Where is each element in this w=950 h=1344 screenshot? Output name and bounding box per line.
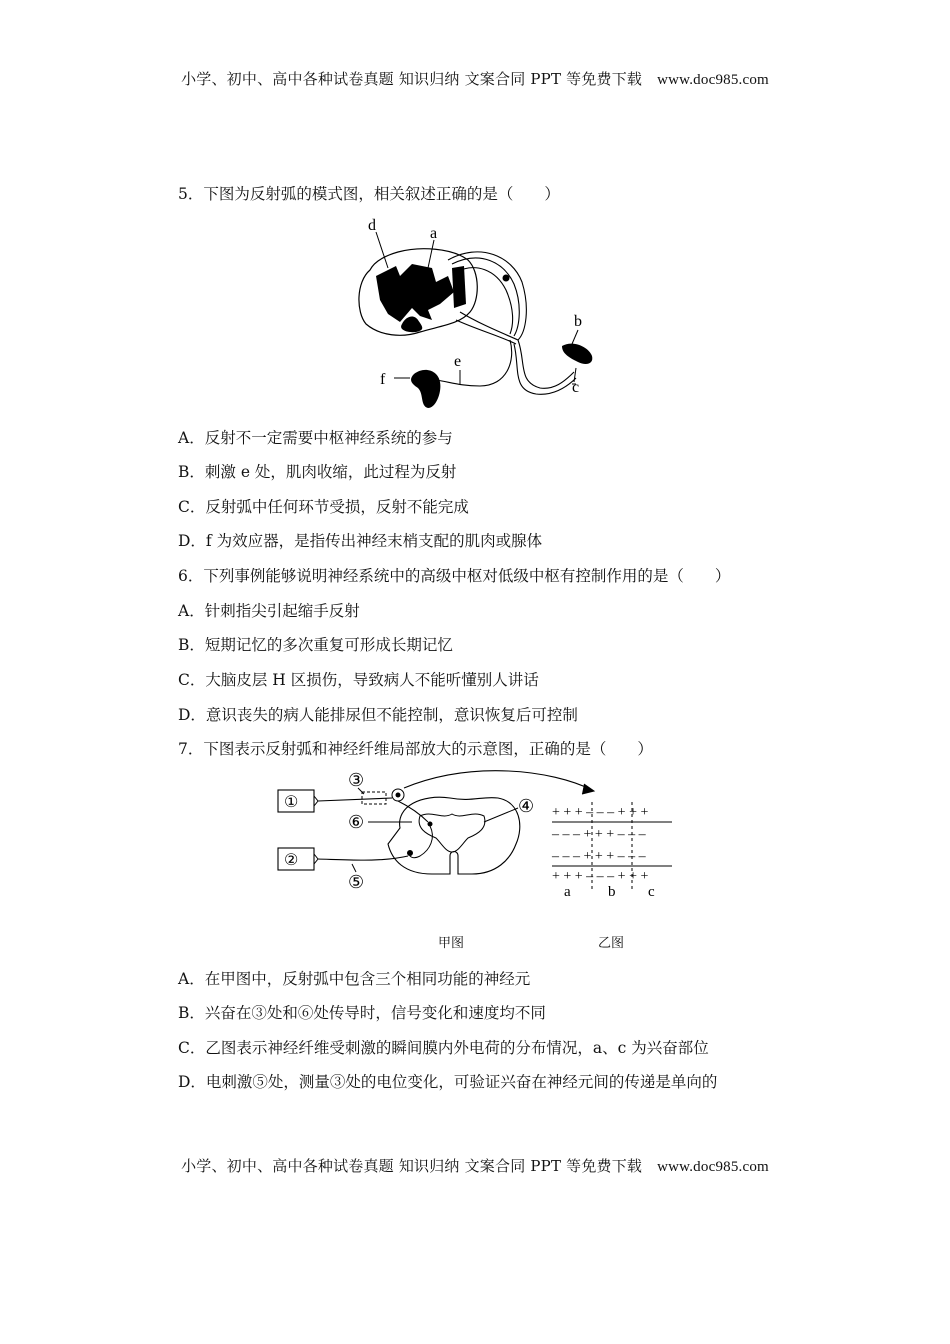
label-d: d <box>368 217 376 234</box>
q7-option-d: D．电刺激⑤处，测量③处的电位变化，可验证兴奋在神经元间的传递是单向的 <box>178 1073 718 1091</box>
label-c: c <box>572 379 580 396</box>
membrane-label-b: b <box>608 884 616 900</box>
label-n4: ④ <box>518 796 535 816</box>
header-url: www.doc985.com <box>657 72 769 88</box>
q7-stem: 7．下图表示反射弧和神经纤维局部放大的示意图，正确的是（ ） <box>178 740 653 758</box>
q6-option-d: D．意识丧失的病人能排尿但不能控制，意识恢复后可控制 <box>178 706 578 724</box>
label-n3: ③ <box>348 770 365 790</box>
reflex-arc-diagram <box>340 212 620 417</box>
membrane-label-c: c <box>648 884 655 900</box>
label-n5: ⑤ <box>348 872 365 892</box>
label-n1: ① <box>284 794 299 811</box>
q7-option-a: A．在甲图中，反射弧中包含三个相同功能的神经元 <box>178 970 531 988</box>
label-a: a <box>430 225 438 242</box>
q6-option-a: A．针刺指尖引起缩手反射 <box>178 602 360 620</box>
q5-option-c: C．反射弧中任何环节受损，反射不能完成 <box>178 498 469 516</box>
q6-option-b: B．短期记忆的多次重复可形成长期记忆 <box>178 636 453 654</box>
caption-jia: 甲图 <box>438 936 465 951</box>
q6-stem: 6．下列事例能够说明神经系统中的高级中枢对低级中枢有控制作用的是（ ） <box>178 567 731 585</box>
label-f: f <box>380 371 386 388</box>
footer-url: www.doc985.com <box>657 1159 769 1175</box>
q6-option-c: C．大脑皮层 H 区损伤，导致病人不能听懂别人讲话 <box>178 671 539 689</box>
label-e: e <box>454 353 462 370</box>
q5-option-d: D．f 为效应器，是指传出神经末梢支配的肌肉或腺体 <box>178 532 543 550</box>
caption-yi: 乙图 <box>598 936 625 951</box>
page-header <box>0 68 950 89</box>
q5-option-b: B．刺激 e 处，肌肉收缩，此过程为反射 <box>178 463 457 481</box>
label-n2: ② <box>284 852 299 869</box>
q7-option-b: B．兴奋在③处和⑥处传导时，信号变化和速度均不同 <box>178 1004 546 1022</box>
membrane-row3: – – – + + + – – – <box>552 849 646 864</box>
label-n6: ⑥ <box>348 812 365 832</box>
reflex-arc-fiber-diagram <box>272 764 682 900</box>
membrane-row1: + + + – – – + + + <box>552 805 649 820</box>
q7-option-c: C．乙图表示神经纤维受刺激的瞬间膜内外电荷的分布情况，a、c 为兴奋部位 <box>178 1039 709 1057</box>
page-footer <box>0 1155 950 1176</box>
membrane-row4: + + + – – – + + + <box>552 869 649 884</box>
membrane-row2: – – – + + + – – – <box>552 827 646 842</box>
q5-stem: 5．下图为反射弧的模式图，相关叙述正确的是（ ） <box>178 185 560 203</box>
header-text: 小学、初中、高中各种试卷真题 知识归纳 文案合同 PPT 等免费下载 <box>181 70 643 88</box>
label-b: b <box>574 313 582 330</box>
q5-option-a: A．反射不一定需要中枢神经系统的参与 <box>178 429 453 447</box>
membrane-label-a: a <box>564 884 571 900</box>
footer-text: 小学、初中、高中各种试卷真题 知识归纳 文案合同 PPT 等免费下载 <box>181 1157 643 1175</box>
